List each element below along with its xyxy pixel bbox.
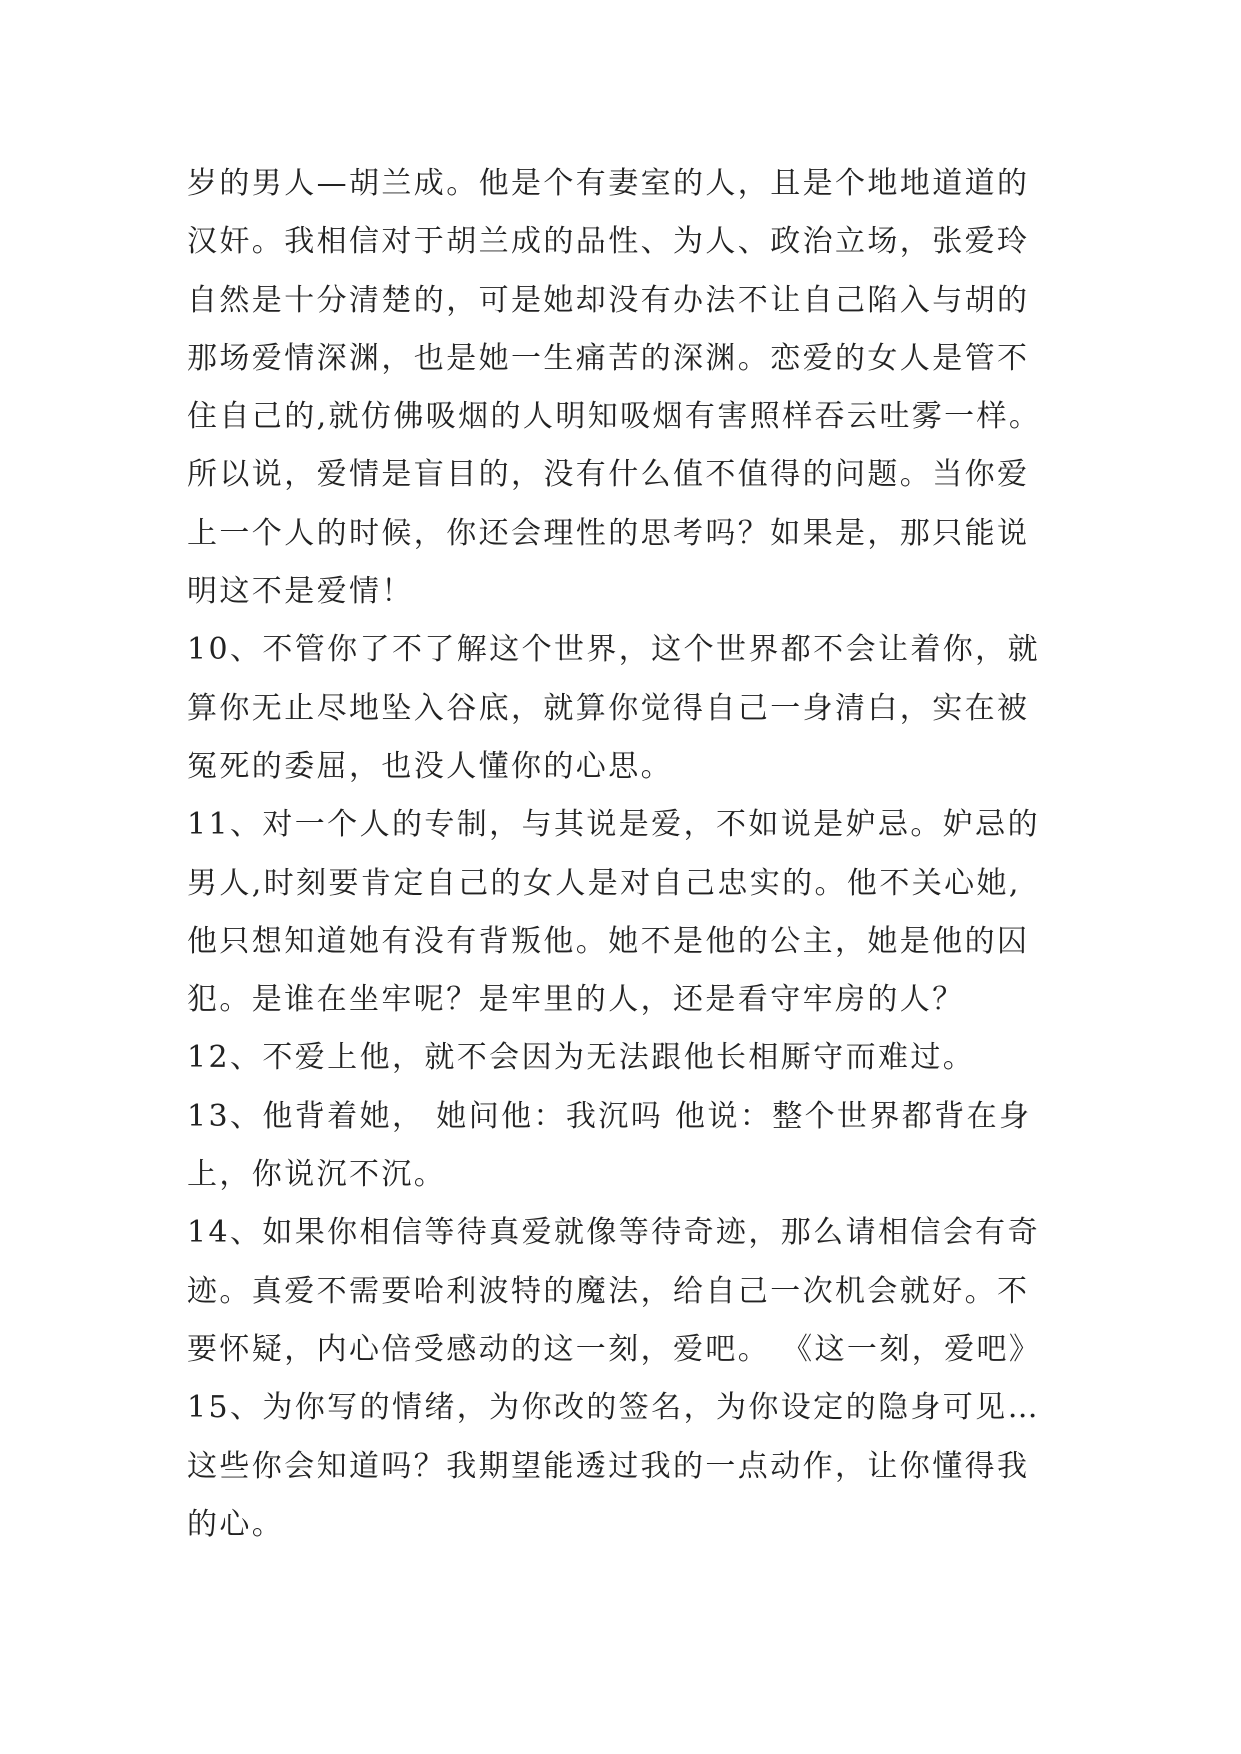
text-line: 14、如果你相信等待真爱就像等待奇迹，那么请相信会有奇 (187, 1215, 1040, 1251)
text-line: 自然是十分清楚的，可是她却没有办法不让自己陷入与胡的 (187, 282, 1030, 318)
text-line: 要怀疑，内心倍受感动的这一刻，爱吧。 《这一刻，爱吧》 (187, 1331, 1042, 1367)
text-line: 上，你说沉不沉。 (187, 1157, 447, 1193)
text-line: 汉奸。我相信对于胡兰成的品性、为人、政治立场，张爱玲 (187, 224, 1030, 260)
text-line: 迹。真爱不需要哈利波特的魔法，给自己一次机会就好。不 (187, 1273, 1030, 1309)
text-line: 岁的男人—胡兰成。他是个有妻室的人，且是个地地道道的 (187, 166, 1030, 201)
document-body (187, 155, 1067, 1554)
text-line: 住自己的,就仿佛吸烟的人明知吸烟有害照样吞云吐雾一样。 (187, 399, 1042, 435)
text-line: 那场爱情深渊，也是她一生痛苦的深渊。恋爱的女人是管不 (187, 340, 1030, 376)
text-line: 冤死的委屈，也没人懂你的心思。 (187, 748, 673, 784)
text-line: 这些你会知道吗？我期望能透过我的一点动作，让你懂得我 (187, 1448, 1030, 1484)
text-line: 15、为你写的情绪，为你改的签名，为你设定的隐身可见… (187, 1390, 1040, 1426)
text-line: 12、不爱上他，就不会因为无法跟他长相厮守而难过。 (187, 1040, 976, 1076)
text-line: 算你无止尽地坠入谷底，就算你觉得自己一身清白，实在被 (187, 690, 1030, 726)
text-line: 他只想知道她有没有背叛他。她不是他的公主，她是他的囚 (187, 923, 1030, 959)
text-line: 13、他背着她， 她问他：我沉吗 他说：整个世界都背在身 (187, 1098, 1032, 1134)
text-line: 男人,时刻要肯定自己的女人是对自己忠实的。他不关心她, (187, 865, 1021, 901)
text-line: 所以说，爱情是盲目的，没有什么值不值得的问题。当你爱 (187, 457, 1030, 493)
text-line: 10、不管你了不了解这个世界，这个世界都不会让着你，就 (187, 632, 1040, 668)
text-line: 11、对一个人的专制，与其说是爱，不如说是妒忌。妒忌的 (187, 807, 1040, 843)
text-line: 上一个人的时候，你还会理性的思考吗？如果是，那只能说 (187, 515, 1030, 551)
text-line: 明这不是爱情！ (187, 574, 414, 610)
text-line: 犯。是谁在坐牢呢？是牢里的人，还是看守牢房的人？ (187, 982, 965, 1018)
text-line: 的心。 (187, 1506, 285, 1542)
